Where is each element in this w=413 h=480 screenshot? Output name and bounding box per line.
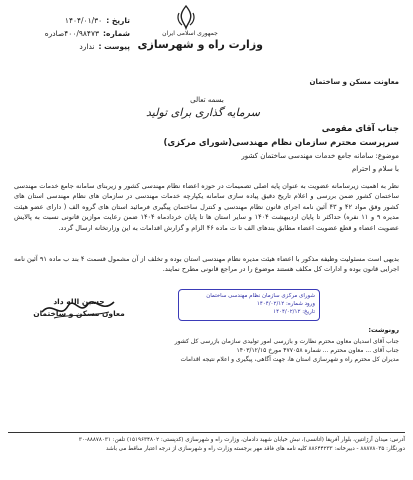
country-name: جمهوری اسلامی ایران (162, 30, 218, 37)
number-row (10, 27, 130, 40)
stamp-line-1: شورای مرکزی سازمان نظام مهندسی ساختمان (206, 293, 315, 299)
number-value: ۴۰۰/۹۸۴۷۳صادره (44, 29, 100, 38)
signer-block (24, 296, 134, 320)
date-label: تاریخ : (106, 16, 130, 25)
letter-paragraph-1: نظر به اهمیت زیرسامانه عضویت به عنوان پایه اصلی تصمیمات در حوزه اعضاء نظام مهندسی کشور و زیربنای سامانه جامع خدمات مهندسی ساختمان کشور ضمن بررسی و اعلام تاریخ دقیق پیاده سازی سامانه یکپارچه خدمات مهندسی در سازمان های نظام مهندسی استان های کشور وفق مواد ۴۲ و ۴۳ آئین نامه اجرای قانون نظام مهندسی و کنترل ساختمان پیگیری فرمائید استان های گروه الف ( دارای عضو هیئت مدیره ۹ و ۱۱ نفره) حداکثر تا پایان اردیبهشت ۱۴۰۴ و سایر استان ها تا پایان خردادماه ۱۴۰۴ ضمن رعایت موازین قانونی نسبت به پالایش عضویت اعضاء و قطع عضویت اعضاء مطابق بندهای الف تا ت ماده ۴۶ الزام و گزارش اقدامات به این وزارتخانه ارسال گردد. (14, 182, 399, 232)
footer (8, 436, 405, 454)
ministry-name: وزارت راه و شهرسازی (137, 38, 263, 51)
recipient-organization: سرپرست محترم سازمان نظام مهندسی(شورای مرکزی) (163, 138, 399, 148)
year-slogan: سرمایه گذاری برای تولید (146, 106, 260, 119)
number-label: شماره: (103, 29, 130, 38)
cc-item: مدیران کل محترم راه و شهرسازی استان ها، جهت آگاهی، پیگیری و اعلام نتیجه اقدامات (180, 356, 399, 363)
attachment-label: پیوست : (98, 42, 130, 51)
recipient: جناب آقای مقومی (321, 124, 399, 134)
stamp-line-3: تاریخ: ۱۴۰۴/۰۲/۱۲ (273, 309, 315, 315)
footer-address: آدرس: میدان آرژانتین، بلوار آفریقا (اتانسی)، نبش خیابان شهید دادمان، وزارت راه و شهرسازی (کدپستی: ۱۵۱۹۶۳۴۸۰۲) تلفن: ۸۸۸۷۸۰۳۱-۳۰ (78, 437, 405, 443)
attachment-row (10, 40, 130, 53)
stamp-line-2: ورود شماره: ۱۴۰۴/۰۲/۱۲ (256, 301, 315, 307)
footer-divider (8, 432, 405, 433)
deputy-name: معاونت مسکن و ساختمان (309, 78, 399, 86)
iran-emblem-icon (173, 4, 199, 30)
letter-paragraph-2: بدیهی است مسئولیت وظیفه مذکور با اعضاء هیئت مدیره نظام مهندسی استان بوده و تخلف از آن مشمول قسمت ۴ بند ب ماده ۹۱ آئین نامه اجرایی قانون بوده و ادارات کل مکلف هستند موضوع را در مراجع قانونی مطرح نمایند. (14, 255, 400, 274)
date-row (10, 14, 130, 27)
signer-name: حسین الله داد (53, 297, 105, 306)
cc-item: جناب آقای ... معاون محترم ... شماره ۴۷۷۰۵۸ مورخ ۱۴۰۳/۱۲/۱۵ (236, 347, 399, 354)
footer-contact: دورنگار: ۸۸۸۷۸۰۳۵ - دبیرخانه: ۸۸۶۴۴۲۳۳ کلیه نامه های فاقد مهر برجسته وزارت راه و شهرسازی از درجه اعتبار ساقط می باشد (106, 446, 405, 452)
letter-meta (10, 14, 130, 53)
receipt-stamp (178, 289, 320, 321)
signer-title: معاون مسکن و ساختمان (33, 309, 125, 318)
cc-title: رونوشت: (368, 326, 399, 334)
cc-item: جناب آقای اسدیان معاون محترم نظارت و بازرسی امور تولیدی سازمان بازرسی کل کشور (174, 338, 399, 345)
attachment-value: ندارد (79, 42, 95, 51)
date-value: ۱۴۰۴/۰۱/۳۰ (64, 16, 103, 25)
cc-list (14, 337, 399, 364)
bismillah: بسمه تعالی (190, 96, 224, 104)
greeting: با سلام و احترام (351, 165, 399, 173)
letter-subject: موضوع: سامانه جامع خدمات مهندسی ساختمان کشور (241, 152, 399, 160)
